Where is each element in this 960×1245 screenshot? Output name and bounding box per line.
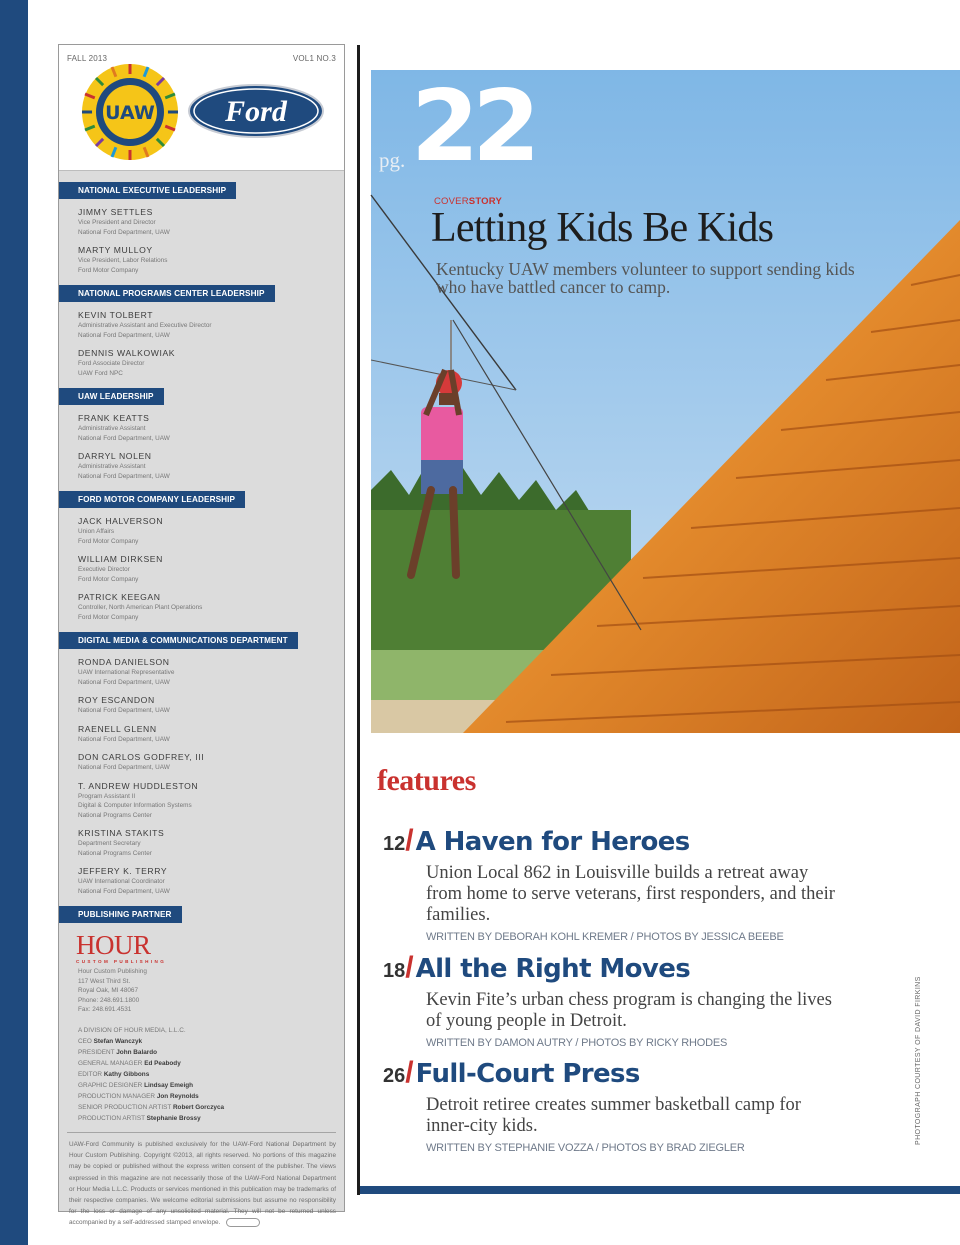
section-heading: UAW LEADERSHIP (59, 388, 164, 405)
audit-seal-icon (226, 1218, 260, 1227)
staff-person: Kathy Gibbons (103, 1070, 150, 1078)
staff-title: Administrative Assistant (78, 425, 146, 432)
staff-name: KEVIN TOLBERT (78, 310, 154, 320)
staff-name: T. ANDREW HUDDLESTON (78, 780, 199, 791)
staff-person: Jon Reynolds (156, 1092, 199, 1100)
staff-title: Department Secretary (78, 840, 141, 847)
masthead-column (58, 44, 345, 1227)
hour-logo-subtitle: CUSTOM PUBLISHING (76, 959, 167, 964)
staff-name: DON CARLOS GODFREY, III (78, 752, 205, 762)
staff-entry (59, 695, 344, 716)
feature-dek: Kevin Fite’s urban chess program is changing the lives of young people in Detroit. (426, 990, 832, 1031)
staff-dept: National Ford Department, UAW (78, 678, 170, 686)
staff-entry (59, 657, 344, 687)
staff-name: DENNIS WALKOWIAK (78, 348, 176, 358)
feature-item[interactable] (383, 1056, 863, 1154)
publisher-address (59, 967, 344, 1015)
staff-role: SENIOR PRODUCTION ARTIST (78, 1103, 172, 1111)
photo-credit: PHOTOGRAPH COURTESY OF DAVID FIRKINS (915, 976, 922, 1145)
staff-dept: National Ford Department, UAW (78, 735, 170, 743)
staff-name: MARTY MULLOY (78, 245, 153, 255)
staff-entry (59, 310, 344, 340)
staff-dept: National Ford Department, UAW (78, 764, 170, 771)
staff-title: Administrative Assistant and Executive Director (78, 322, 212, 329)
staff-role: CEO (78, 1037, 92, 1045)
staff-person: Ed Peabody (144, 1059, 181, 1067)
staff-entry (59, 592, 344, 622)
disclaimer-text: UAW-Ford Community is published exclusively for the UAW-Ford National Department by Hour Custom Publishing. Copyright ©2013, all rights reserved. No portions of this magazine may be copied or published without the express written consent of the publisher. The views expressed in this magazine are not necessarily those of the UAW-Ford National Department or Hour Media L.L.C. Products or services mentioned in this publication may be trademarks of their respective companies. We welcome editorial submissions but assume no responsibility for the loss or damage of any unsolicited material. They will not be returned unless accompanied by a self-addressed stamped envelope. (69, 1140, 336, 1227)
address-line: Fax: 248.691.4531 (78, 1006, 132, 1014)
staff-name: RONDA DANIELSON (78, 657, 170, 667)
feature-credit: WRITTEN BY DAMON AUTRY / PHOTOS BY RICKY RHODES (426, 1037, 728, 1049)
staff-title: Program Assistant II (78, 792, 136, 800)
feature-item[interactable] (383, 951, 863, 1049)
staff-role: GRAPHIC DESIGNER (78, 1081, 143, 1089)
staff-person: Lindsay Emeigh (144, 1081, 194, 1089)
masthead-header (59, 45, 344, 171)
staff-name: RAENELL GLENN (78, 723, 157, 734)
staff-dept: National Ford Department, UAW (78, 228, 170, 236)
staff-intro: A DIVISION OF HOUR MEDIA, L.L.C. (78, 1026, 186, 1034)
uaw-logo-text: UAW (105, 102, 155, 124)
feature-credit: WRITTEN BY STEPHANIE VOZZA / PHOTOS BY BRAD ZIEGLER (426, 1142, 745, 1154)
staff-name: DARRYL NOLEN (78, 451, 152, 461)
staff-person: Robert Gorczyca (172, 1103, 225, 1111)
staff-dept: Ford Motor Company (78, 537, 139, 545)
staff-role: PRODUCTION MANAGER (78, 1092, 156, 1100)
cover-label-bold: STORY (468, 196, 502, 207)
feature-title[interactable]: All the Right Moves (415, 954, 691, 984)
staff-dept: National Ford Department, UAW (78, 434, 170, 442)
staff-title: UAW International Representative (78, 669, 175, 676)
feature-dek: Union Local 862 in Louisville builds a retreat away from home to serve veterans, first responders, and their families. (426, 863, 835, 925)
staff-entry (59, 516, 344, 546)
staff-name: FRANK KEATTS (78, 413, 150, 423)
feature-title[interactable]: Full-Court Press (415, 1059, 640, 1089)
staff-person: Stephanie Brossy (146, 1114, 201, 1122)
staff-entry (59, 451, 344, 481)
staff-dept: National Ford Department, UAW (78, 472, 170, 480)
staff-title: Ford Associate Director (78, 360, 145, 367)
staff-dept: National Programs Center (78, 849, 152, 857)
page-label: pg. (379, 148, 406, 172)
staff-dept: Digital & Computer Information Systems (78, 802, 192, 809)
address-line: Phone: 248.691.1800 (78, 996, 140, 1004)
slash-icon: / (405, 824, 414, 857)
staff-dept: National Ford Department, UAW (78, 707, 170, 714)
masthead-divider (67, 1132, 336, 1133)
staff-dept: National Ford Department, UAW (78, 331, 170, 339)
staff-credit (78, 1036, 344, 1047)
staff-entry (59, 752, 344, 773)
staff-name: KRISTINA STAKITS (78, 828, 165, 838)
staff-entry (59, 866, 344, 896)
address-line: Hour Custom Publishing (78, 968, 147, 975)
staff-credit (78, 1069, 344, 1080)
issue-season: FALL 2013 (67, 54, 108, 63)
staff-credit (78, 1047, 344, 1058)
staff-dept: National Ford Department, UAW (78, 887, 170, 895)
staff-dept: Ford Motor Company (78, 613, 139, 621)
staff-credit (78, 1113, 344, 1124)
cover-page-number: 22 (411, 70, 534, 184)
staff-role: GENERAL MANAGER (78, 1059, 143, 1067)
staff-name: JIMMY SETTLES (78, 207, 153, 217)
cover-story-title[interactable]: Letting Kids Be Kids (431, 205, 774, 251)
staff-person: Stefan Wanczyk (93, 1037, 143, 1045)
feature-page-number: 12 (383, 833, 406, 855)
staff-credit (78, 1058, 344, 1069)
feature-page-number: 18 (383, 960, 406, 982)
staff-role: PRODUCTION ARTIST (78, 1114, 145, 1122)
feature-title[interactable]: A Haven for Heroes (415, 827, 690, 857)
ford-logo (187, 83, 325, 139)
section-heading: DIGITAL MEDIA & COMMUNICATIONS DEPARTMENT (59, 632, 298, 649)
feature-header (383, 1056, 863, 1095)
staff-entry (59, 724, 344, 745)
feature-dek: Detroit retiree creates summer basketball camp for inner-city kids. (426, 1095, 801, 1136)
feature-item[interactable] (383, 824, 863, 943)
staff-entry (59, 554, 344, 584)
staff-title: Controller, North American Plant Operations (78, 604, 203, 611)
staff-name: WILLIAM DIRKSEN (78, 554, 163, 564)
hour-logo-word: HOUR (76, 930, 151, 960)
feature-header (383, 951, 863, 990)
staff-credit (78, 1102, 344, 1113)
staff-role: PRESIDENT (78, 1048, 115, 1056)
section-heading: NATIONAL PROGRAMS CENTER LEADERSHIP (59, 285, 275, 302)
masthead-list (59, 171, 344, 1229)
feature-credit: WRITTEN BY DEBORAH KOHL KREMER / PHOTOS BY JESSICA BEEBE (426, 931, 784, 943)
staff-entry (59, 781, 344, 821)
staff-person: John Balardo (116, 1048, 158, 1056)
staff-entry (59, 245, 344, 275)
hour-logo (76, 930, 344, 964)
staff-title: Vice President, Labor Relations (78, 257, 168, 264)
cover-label-prefix: COVER (434, 196, 469, 207)
staff-title: Vice President and Director (78, 219, 156, 226)
staff-name: PATRICK KEEGAN (78, 592, 161, 602)
section-heading: FORD MOTOR COMPANY LEADERSHIP (59, 491, 245, 508)
blue-spine-bar (0, 0, 28, 1245)
staff-title: UAW International Coordinator (78, 878, 165, 885)
staff-title: Administrative Assistant (78, 463, 146, 470)
bottom-rule (360, 1186, 960, 1194)
staff-role: EDITOR (78, 1070, 103, 1078)
staff-name: ROY ESCANDON (78, 695, 155, 705)
cover-story-image[interactable] (371, 70, 960, 733)
address-line: Royal Oak, MI 48067 (78, 987, 139, 995)
staff-credit (78, 1080, 344, 1091)
staff-name: JACK HALVERSON (78, 516, 164, 526)
staff-dept: National Programs Center (78, 811, 152, 819)
staff-entry (59, 207, 344, 237)
features-heading: features (377, 764, 476, 797)
staff-dept: UAW Ford NPC (78, 369, 123, 377)
staff-entry (59, 828, 344, 858)
uaw-logo (79, 61, 181, 163)
staff-title: Union Affairs (78, 528, 115, 535)
feature-page-number: 26 (383, 1065, 406, 1087)
staff-name: JEFFERY K. TERRY (78, 866, 168, 876)
staff-entry (59, 413, 344, 443)
feature-header (383, 824, 863, 863)
cover-story-dek: Kentucky UAW members volunteer to support sending kids who have battled cancer to camp. (436, 259, 855, 297)
publisher-staff (59, 1025, 344, 1124)
slash-icon: / (405, 951, 414, 984)
staff-entry (59, 348, 344, 378)
staff-dept: Ford Motor Company (78, 266, 139, 274)
address-line: 117 West Third St. (78, 977, 131, 985)
copyright-disclaimer (59, 1139, 344, 1229)
ford-logo-text: Ford (225, 95, 287, 128)
issue-volume: VOL1 NO.3 (292, 54, 336, 63)
slash-icon: / (405, 1056, 414, 1089)
staff-title: Executive Director (78, 566, 130, 573)
staff-dept: Ford Motor Company (78, 575, 139, 583)
section-heading: NATIONAL EXECUTIVE LEADERSHIP (59, 182, 236, 199)
section-heading: PUBLISHING PARTNER (59, 906, 182, 923)
column-divider (357, 45, 360, 1195)
staff-credit (78, 1091, 344, 1102)
